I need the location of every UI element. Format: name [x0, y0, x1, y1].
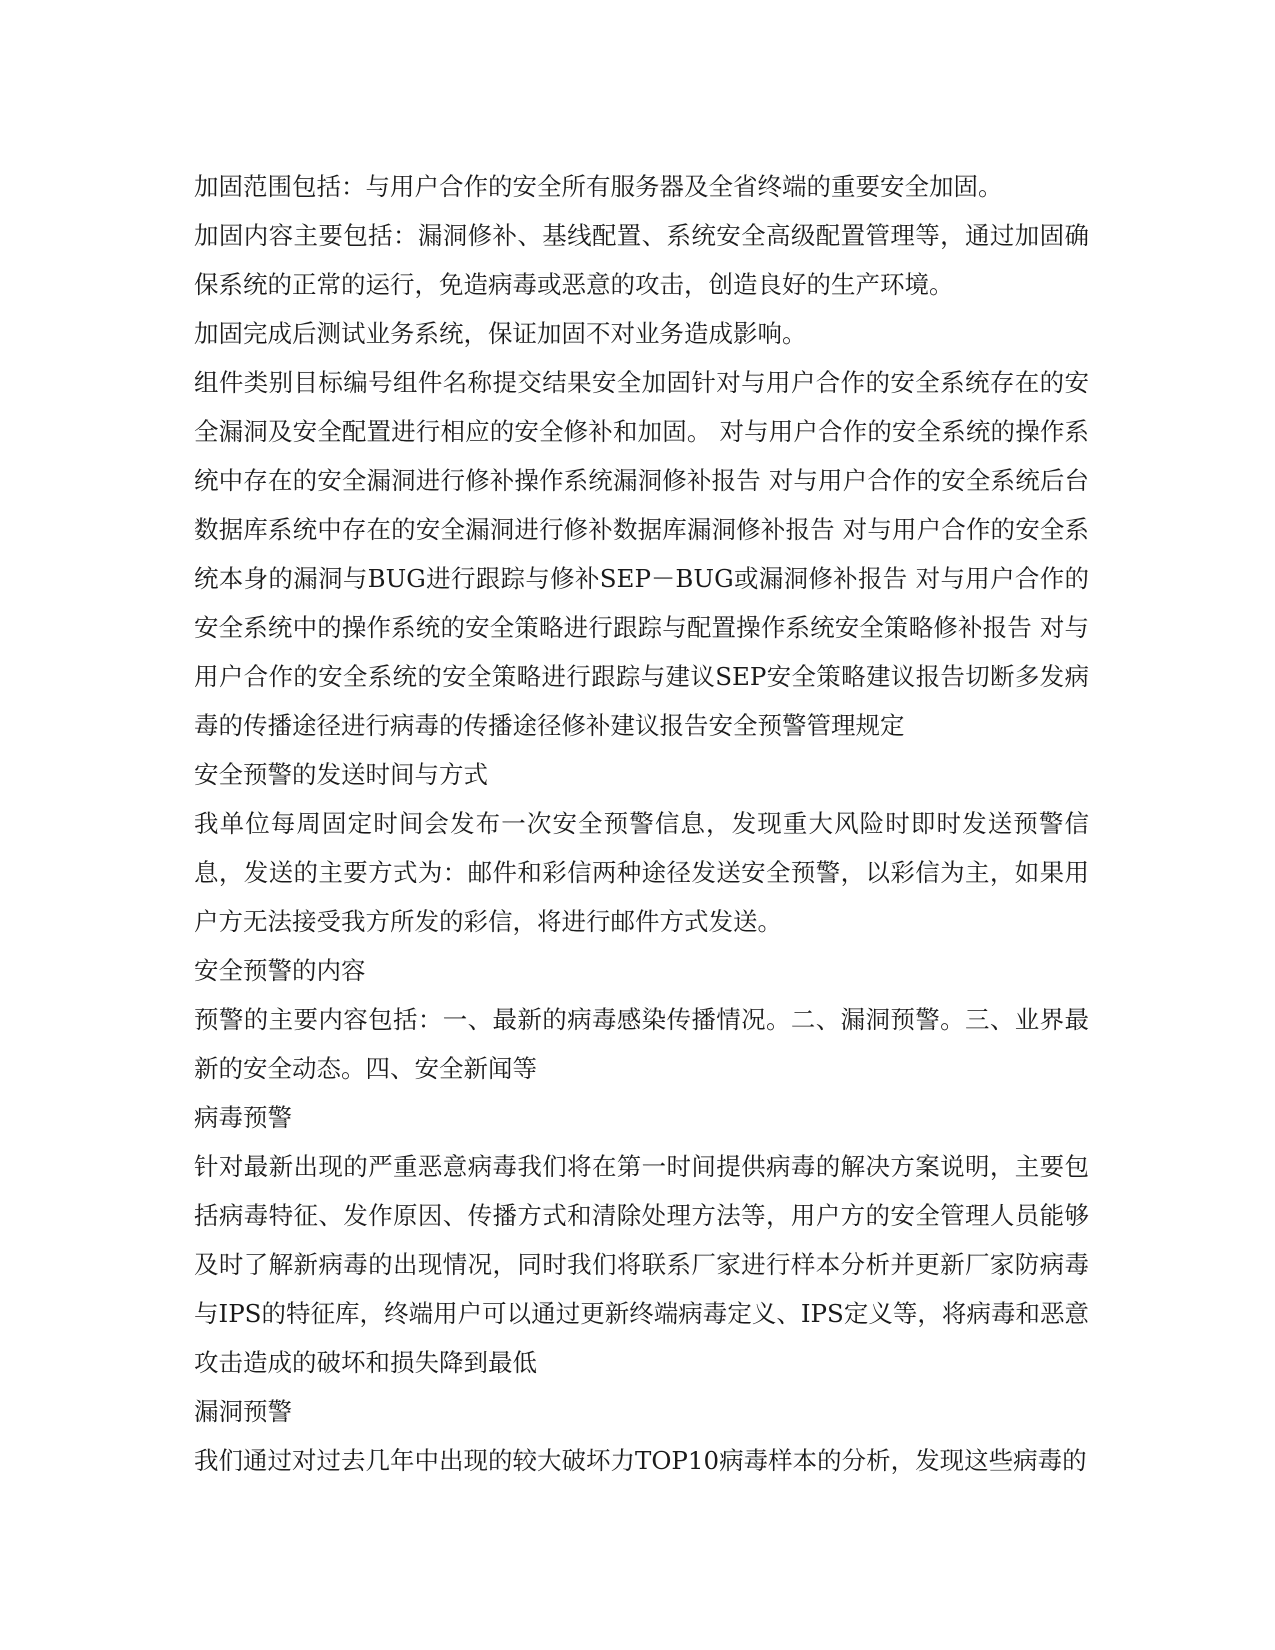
- heading-alert-timing: 安全预警的发送时间与方式: [194, 760, 488, 789]
- paragraph-virus-alert: 针对最新出现的严重恶意病毒我们将在第一时间提供病毒的解决方案说明，主要包括病毒特征、发作原因、传播方式和清除处理方法等，用户方的安全管理人员能够及时了解新病毒的出现情况，同时我们将联系厂家进行样本分析并更新厂家防病毒与IPS的特征库，终端用户可以通过更新终端病毒定义、IPS定义等，将病毒和恶意攻击造成的破坏和损失降到最低: [194, 1152, 1089, 1377]
- paragraph-alert-content: 预警的主要内容包括：一、最新的病毒感染传播情况。二、漏洞预警。三、业界最新的安全动态。四、安全新闻等: [194, 1005, 1089, 1083]
- paragraph-post-hardening-test: 加固完成后测试业务系统，保证加固不对业务造成影响。: [194, 319, 807, 348]
- paragraph-vulnerability-alert: 我们通过对过去几年中出现的较大破坏力TOP10病毒样本的分析，发现这些病毒的: [194, 1446, 1087, 1475]
- paragraph-hardening-content: 加固内容主要包括：漏洞修补、基线配置、系统安全高级配置管理等，通过加固确保系统的正常的运行，免造病毒或恶意的攻击，创造良好的生产环境。: [194, 221, 1089, 299]
- paragraph-alert-timing: 我单位每周固定时间会发布一次安全预警信息，发现重大风险时即时发送预警信息，发送的主要方式为：邮件和彩信两种途径发送安全预警，以彩信为主，如果用户方无法接受我方所发的彩信，将进行邮件方式发送。: [194, 809, 1089, 936]
- heading-vulnerability-alert: 漏洞预警: [194, 1397, 292, 1426]
- paragraph-hardening-scope: 加固范围包括：与用户合作的安全所有服务器及全省终端的重要安全加固。: [194, 172, 1003, 201]
- document-body: [194, 162, 1089, 1485]
- heading-virus-alert: 病毒预警: [194, 1103, 292, 1132]
- paragraph-component-table-text: 组件类别目标编号组件名称提交结果安全加固针对与用户合作的安全系统存在的安全漏洞及安全配置进行相应的安全修补和加固。 对与用户合作的安全系统的操作系统中存在的安全漏洞进行修补操作系统漏洞修补报告 对与用户合作的安全系统后台数据库系统中存在的安全漏洞进行修补数据库漏洞修补报告 对与用户合作的安全系统本身的漏洞与BUG进行跟踪与修补SEP－BUG或漏洞修补报告 对与用户合作的安全系统中的操作系统的安全策略进行跟踪与配置操作系统安全策略修补报告 对与用户合作的安全系统的安全策略进行跟踪与建议SEP安全策略建议报告切断多发病毒的传播途径进行病毒的传播途径修补建议报告安全预警管理规定: [194, 368, 1089, 740]
- heading-alert-content: 安全预警的内容: [194, 956, 366, 985]
